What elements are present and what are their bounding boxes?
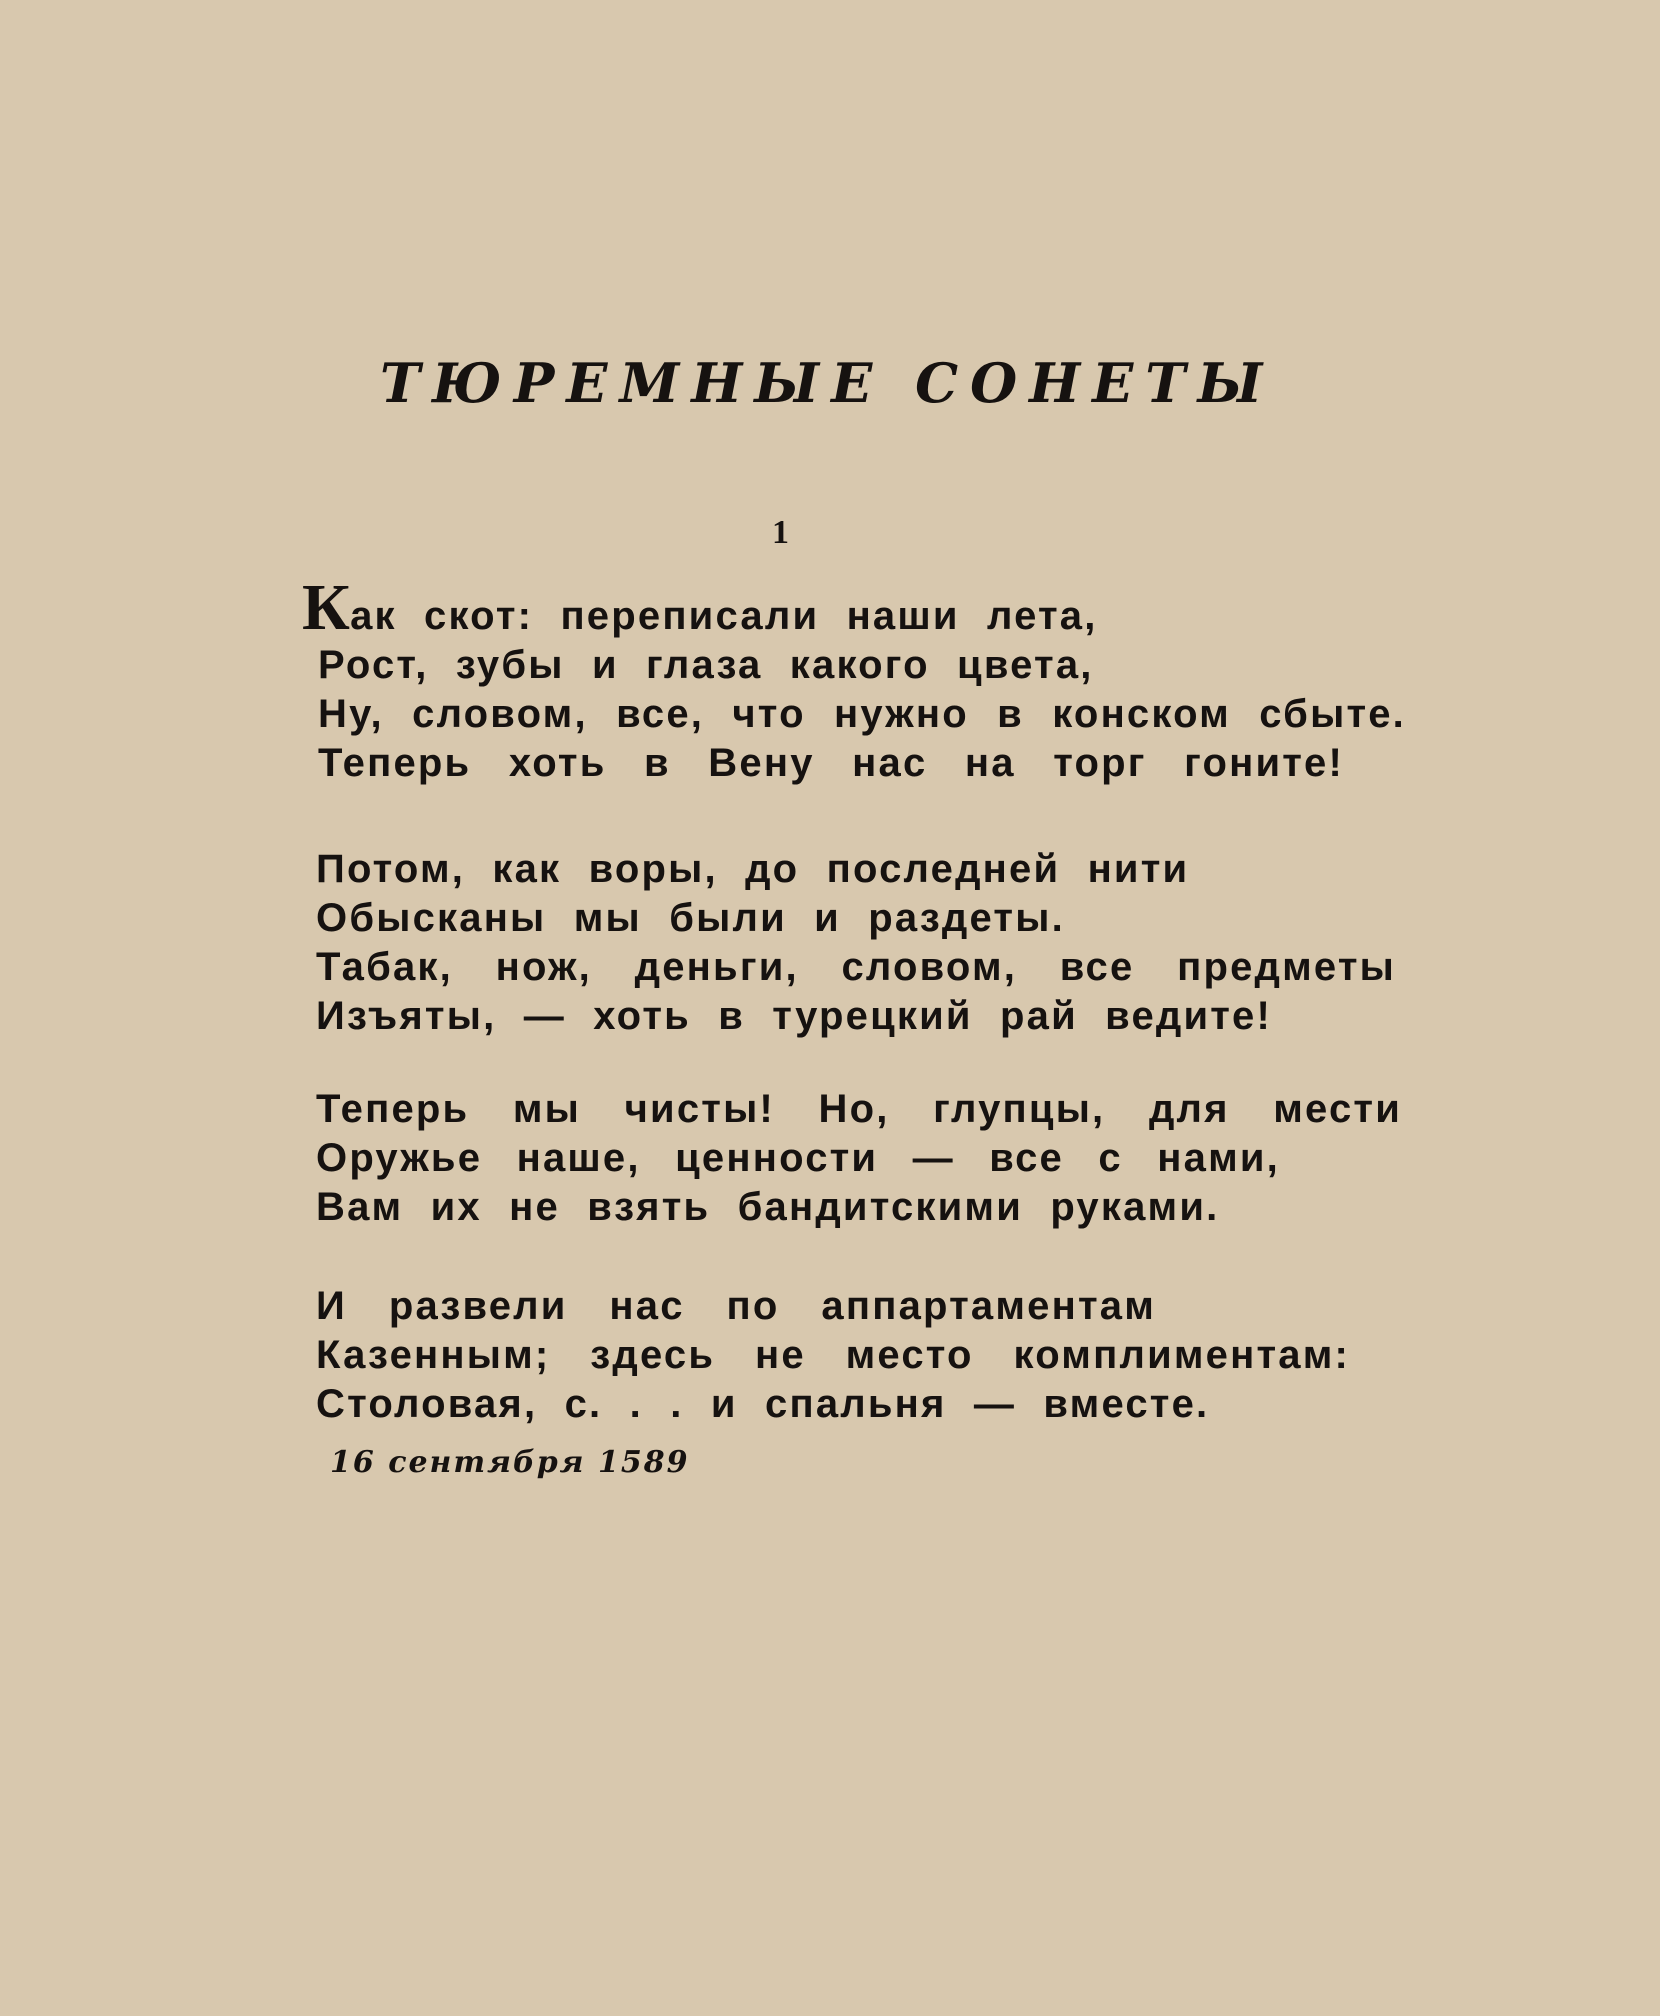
poem-cycle-title: ТЮРЕМНЫЕ СОНЕТЫ [380, 351, 1275, 415]
poem-line [302, 571, 1408, 644]
poem-line: Оружье наше, ценности — все с нами, [316, 1136, 1280, 1180]
poem-line: Изъяты, — хоть в турецкий рай ведите! [316, 994, 1273, 1038]
stanza-4 [0, 1282, 1350, 1429]
sonnet-number: 1 [772, 514, 789, 551]
poem-line: Табак, нож, деньги, словом, все предметы [316, 945, 1396, 989]
poem-line: Теперь хоть в Вену нас на торг гоните! [318, 741, 1344, 785]
stanza-1 [0, 571, 1406, 788]
stanza-2 [0, 845, 1396, 1041]
drop-cap: К [302, 571, 353, 644]
poem-line-text: ак скот: переписали наши лета, [350, 594, 1098, 638]
poem-line: Рост, зубы и глаза какого цвета, [318, 643, 1094, 687]
poem-line: Ну, словом, все, что нужно в конском сбыте. [318, 692, 1406, 736]
poem-line: Теперь мы чисты! Но, глупцы, для мести [316, 1087, 1402, 1131]
poem-line: Обысканы мы были и раздеты. [316, 896, 1065, 940]
poem-line: Вам их не взять бандитскими руками. [316, 1185, 1220, 1229]
stanza-3 [0, 1085, 1402, 1232]
poem-line: Потом, как воры, до последней нити [316, 847, 1190, 891]
poem-line: И развели нас по аппартаментам [316, 1284, 1156, 1328]
poem-date: 16 сентября 1589 [330, 1445, 690, 1480]
poem-line: Столовая, с. . . и спальня — вместе. [316, 1382, 1210, 1426]
poem-line: Казенным; здесь не место комплиментам: [316, 1333, 1350, 1377]
